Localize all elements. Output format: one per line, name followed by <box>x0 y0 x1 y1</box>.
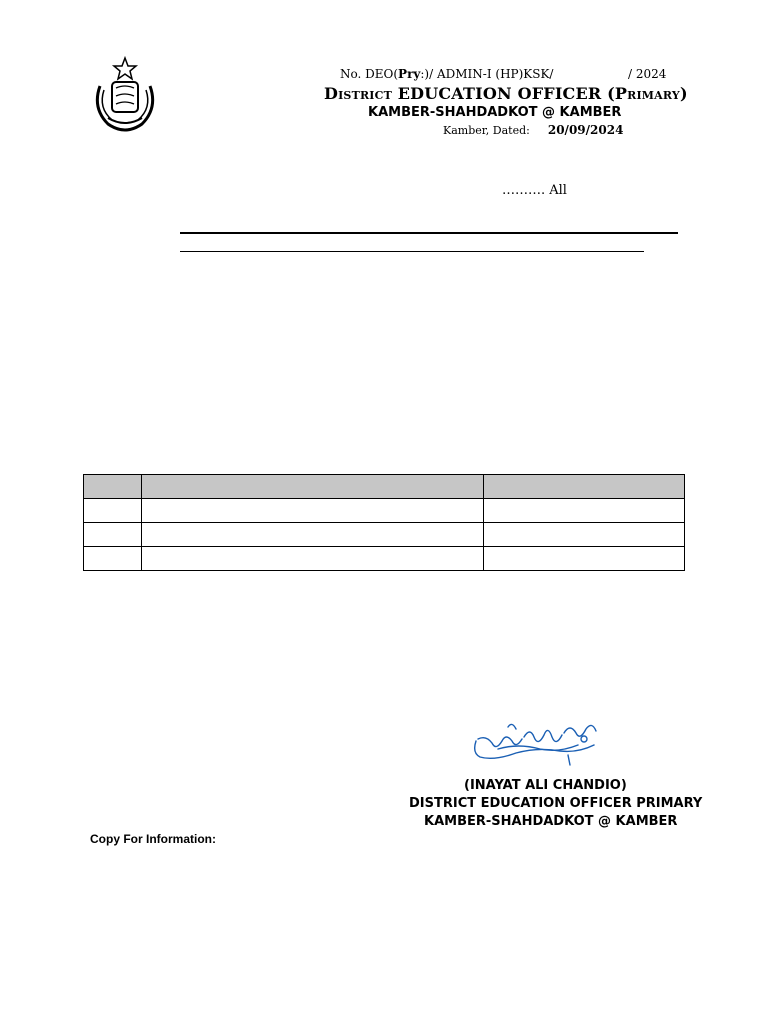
date-value: 20/09/2024 <box>547 123 624 137</box>
signatory-name: (INAYAT ALI CHANDIO) <box>464 778 627 793</box>
table-cell <box>484 547 685 571</box>
dated-label: Kamber, Dated: <box>443 124 530 137</box>
subject-underline-thin <box>180 251 644 252</box>
reference-year: / 2024 <box>628 67 667 81</box>
addressee-text: ………. All <box>502 183 567 198</box>
office-subtitle: KAMBER-SHAHDADKOT @ KAMBER <box>368 105 622 120</box>
table-header-row <box>84 475 685 499</box>
table-row <box>84 547 685 571</box>
copy-for-information-label: Copy For Information: <box>90 832 216 846</box>
table-cell <box>484 523 685 547</box>
office-title: District EDUCATION OFFICER (Primary) <box>324 84 688 103</box>
handwritten-signature <box>468 719 602 769</box>
dated-line <box>443 123 623 137</box>
subject-underline-thick <box>180 232 678 234</box>
table-cell <box>141 547 483 571</box>
table-cell <box>141 523 483 547</box>
table-cell <box>84 523 142 547</box>
table-cell <box>84 547 142 571</box>
data-table <box>83 474 685 571</box>
table-header-cell <box>484 475 685 499</box>
table-row <box>84 499 685 523</box>
table-header-cell <box>141 475 483 499</box>
signatory-designation: DISTRICT EDUCATION OFFICER PRIMARY <box>409 796 703 811</box>
table-cell <box>484 499 685 523</box>
government-emblem-logo <box>88 56 162 134</box>
signatory-place: KAMBER-SHAHDADKOT @ KAMBER <box>424 814 678 829</box>
table-cell <box>141 499 483 523</box>
table-row <box>84 523 685 547</box>
table-header-cell <box>84 475 142 499</box>
table-cell <box>84 499 142 523</box>
reference-number: No. DEO(Pry:)/ ADMIN-I (HP)KSK/ <box>340 67 554 81</box>
